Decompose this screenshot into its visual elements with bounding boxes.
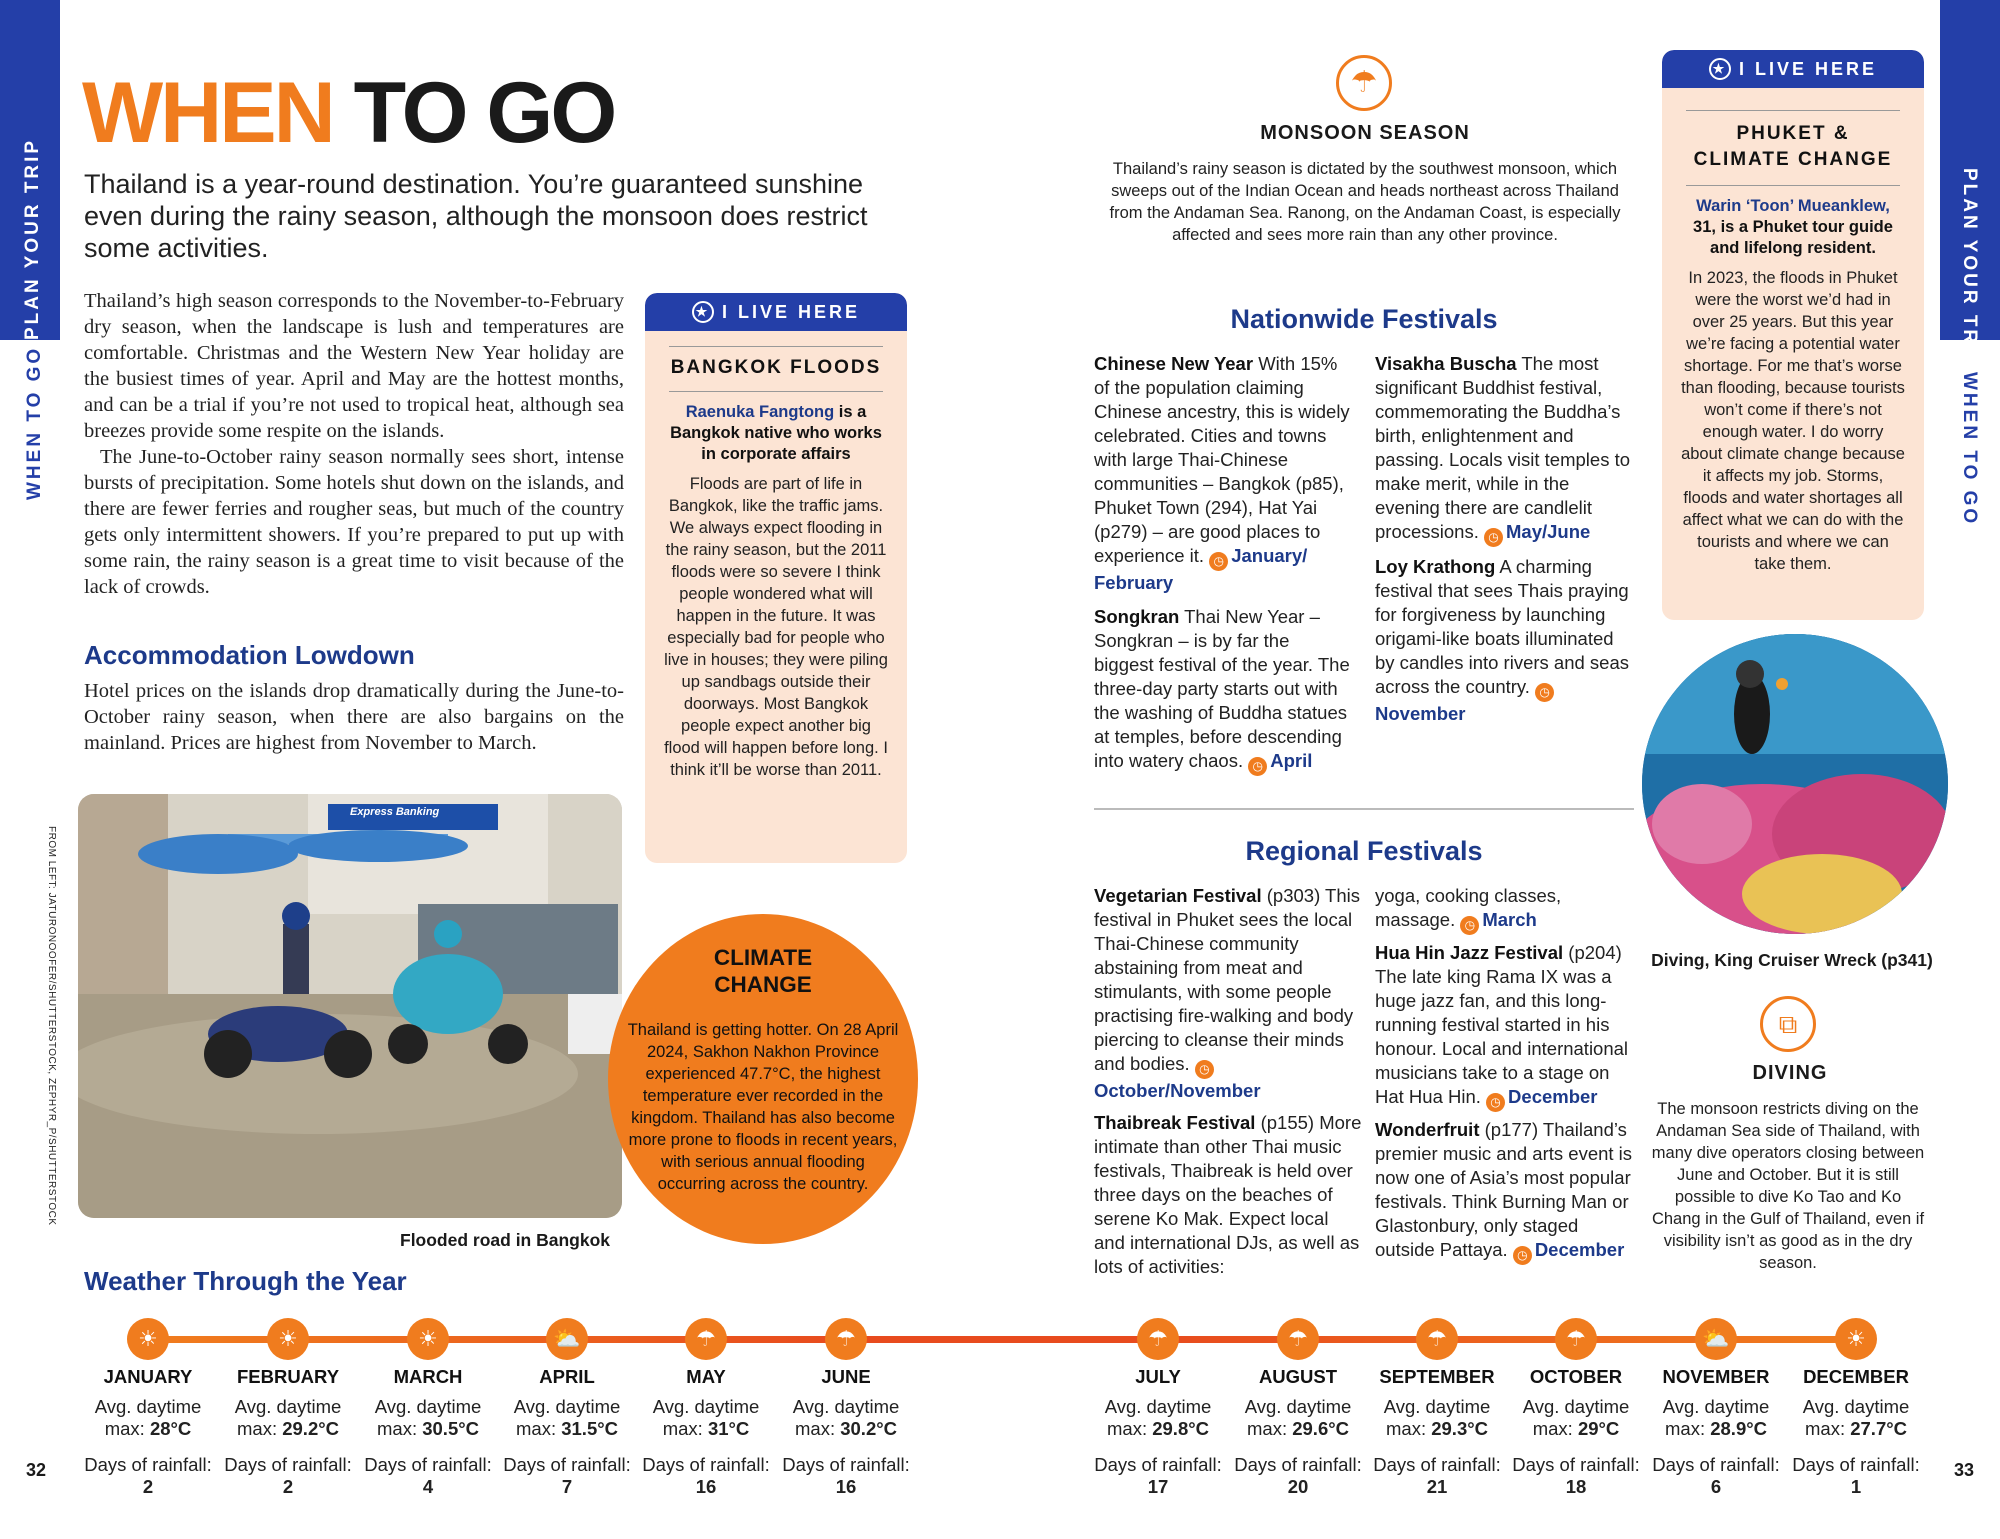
rain-days-value: 20 bbox=[1287, 1476, 1309, 1497]
calendar-icon: ◷ bbox=[1209, 552, 1228, 571]
diving-photo-caption: Diving, King Cruiser Wreck (p341) bbox=[1651, 950, 1933, 970]
body-paragraph-2: The June-to-October rainy season normally sees short, intense bursts of precipitation. Some hotels shut down on the islands, and there are fewer ferries and rougher seas, but much of the country gets only intermittent showers. If you’re prepared to put up with some rain, the rainy season is a great time to visit because of the lack of crowds. bbox=[84, 446, 624, 598]
month-name: JULY bbox=[1135, 1366, 1181, 1387]
rain-cloud-icon: ☂ bbox=[685, 1318, 727, 1360]
max-temp bbox=[1651, 1396, 1781, 1440]
festival-desc: The most significant Buddhist festival, commemorating the Buddha’s birth, enlightenment and passing. Locals visit temples to make merit, while in the evening there are candlelit processions. bbox=[1375, 353, 1631, 542]
rain-days bbox=[1093, 1454, 1223, 1498]
max-temp bbox=[1233, 1396, 1363, 1440]
festival-name: Hua Hin Jazz Festival bbox=[1375, 942, 1564, 963]
calendar-icon: ◷ bbox=[1195, 1060, 1214, 1079]
phuket-resident-desc: 31, is a Phuket tour guide and lifelong resident. bbox=[1693, 218, 1893, 257]
phuket-box-header-label: I LIVE HERE bbox=[1738, 58, 1878, 79]
rain-days-label: Days of rainfall: bbox=[224, 1454, 352, 1475]
phuket-box-quote: In 2023, the floods in Phuket were the worst we’d had in over 25 years. But this year we’re facing a potential water shortage. For me that’s worse than flooding, because tourists won’t come if there’s not enough water. I do worry about climate change because it affects my job. Storms, floods and water shortages all affect what we can do with the tourists and where we can take them. bbox=[1681, 269, 1905, 573]
diving-title: DIVING bbox=[1752, 1062, 1828, 1084]
rain-days bbox=[363, 1454, 493, 1498]
month-name: JANUARY bbox=[103, 1366, 193, 1387]
flood-photo bbox=[78, 794, 622, 1218]
bangkok-resident-name: Raenuka Fangtong bbox=[685, 403, 835, 421]
calendar-icon: ◷ bbox=[1486, 1093, 1505, 1112]
month-march bbox=[363, 1366, 493, 1498]
rain-days-value: 18 bbox=[1565, 1476, 1587, 1497]
regional-col-1 bbox=[1094, 884, 1364, 1279]
max-temp-label: Avg. daytime max: bbox=[1104, 1396, 1212, 1439]
rain-days bbox=[502, 1454, 632, 1498]
festivals-divider bbox=[1094, 808, 1634, 810]
phuket-box-subtitle bbox=[1684, 196, 1902, 259]
festival-page-ref: (p177) bbox=[1479, 1119, 1539, 1140]
month-may bbox=[641, 1366, 771, 1498]
max-temp bbox=[1511, 1396, 1641, 1440]
festival-date: November bbox=[1375, 703, 1466, 724]
diving-photo-illustration bbox=[1642, 634, 1948, 934]
festival-desc: With 15% of the population claiming Chinese ancestry, this is widely celebrated. Cities and towns with large Thai-Chinese communities – Bangkok (p85), Phuket Town (294), Hat Yai (p279) – are good places to experience it. bbox=[1094, 353, 1350, 566]
calendar-icon: ◷ bbox=[1460, 916, 1479, 935]
festival-vegetarian bbox=[1094, 884, 1364, 1103]
climate-change-text: Thailand is getting hotter. On 28 April 2024, Sakhon Nakhon Province experienced 47.7°C, the highest temperature ever recorded in the kingdom. Thailand has also become more prone to floods in recent years, with serious annual flooding occurring across the country. bbox=[627, 1021, 899, 1193]
max-temp-label: Avg. daytime max: bbox=[374, 1396, 482, 1439]
rain-days bbox=[1372, 1454, 1502, 1498]
page-title bbox=[82, 65, 615, 161]
month-name: JUNE bbox=[821, 1366, 871, 1387]
regional-festivals-heading: Regional Festivals bbox=[1245, 836, 1483, 866]
month-name: OCTOBER bbox=[1529, 1366, 1623, 1387]
bangkok-box-header-label: I LIVE HERE bbox=[721, 301, 861, 322]
rain-days-value: 16 bbox=[835, 1476, 857, 1497]
calendar-icon: ◷ bbox=[1484, 528, 1503, 547]
max-temp-value: 29.3°C bbox=[1431, 1418, 1488, 1439]
max-temp-value: 28.9°C bbox=[1710, 1418, 1767, 1439]
rain-days bbox=[1791, 1454, 1921, 1498]
festival-date: December bbox=[1508, 1086, 1598, 1107]
max-temp-value: 30.2°C bbox=[840, 1418, 897, 1439]
accommodation-heading: Accommodation Lowdown bbox=[84, 640, 415, 670]
calendar-icon: ◷ bbox=[1513, 1246, 1532, 1265]
festival-chinese-new-year bbox=[1094, 352, 1354, 595]
festival-desc: yoga, cooking classes, massage. bbox=[1375, 885, 1562, 930]
festival-date: April bbox=[1270, 750, 1313, 771]
climate-change-circle bbox=[608, 914, 918, 1244]
month-february bbox=[223, 1366, 353, 1498]
bangkok-box-subtitle bbox=[667, 402, 885, 465]
month-june bbox=[781, 1366, 911, 1498]
month-november bbox=[1651, 1366, 1781, 1498]
regional-col-2 bbox=[1375, 884, 1637, 1265]
month-september bbox=[1372, 1366, 1502, 1498]
photo-sign-text: Express Banking bbox=[350, 806, 440, 818]
star-badge-icon: ★ bbox=[1709, 58, 1731, 80]
max-temp bbox=[1093, 1396, 1223, 1440]
month-name: DECEMBER bbox=[1803, 1366, 1909, 1387]
festival-page-ref: (p303) bbox=[1261, 885, 1321, 906]
dive-fins-icon: ⧉ bbox=[1760, 996, 1816, 1052]
festival-desc: A charming festival that sees Thais praying for forgiveness by launching origami-like boats illuminated by candles into rivers and seas across the country. bbox=[1375, 556, 1629, 697]
month-name: FEBRUARY bbox=[236, 1366, 340, 1387]
weather-heading: Weather Through the Year bbox=[84, 1266, 407, 1296]
diving-text: The monsoon restricts diving on the Andaman Sea side of Thailand, with many dive operators closing between June and October. But it is still possible to dive Ko Tao and Ko Chang in the Gulf of Thailand, even if visibility isn’t as good as in the dry season. bbox=[1651, 1100, 1925, 1272]
photo-credit: FROM LEFT: JATURONOOFER/SHUTTERSTOCK, ZEPHYR_P/SHUTTERSTOCK bbox=[46, 826, 57, 1226]
rain-days bbox=[781, 1454, 911, 1498]
max-temp-value: 28°C bbox=[149, 1418, 192, 1439]
festival-thaibreak bbox=[1094, 1111, 1364, 1279]
festival-wonderfruit bbox=[1375, 1118, 1637, 1265]
month-december bbox=[1791, 1366, 1921, 1498]
rain-days-value: 6 bbox=[1710, 1476, 1722, 1497]
bangkok-box-header bbox=[645, 293, 907, 331]
max-temp-label: Avg. daytime max: bbox=[1244, 1396, 1352, 1439]
festival-date: March bbox=[1482, 909, 1537, 930]
festival-name: Vegetarian Festival bbox=[1094, 885, 1262, 906]
rain-cloud-icon: ☂ bbox=[825, 1318, 867, 1360]
rain-cloud-icon: ☂ bbox=[1137, 1318, 1179, 1360]
festival-date: May/June bbox=[1506, 521, 1591, 542]
rain-days-label: Days of rainfall: bbox=[782, 1454, 910, 1475]
month-april bbox=[502, 1366, 632, 1498]
festival-page-ref: (p204) bbox=[1563, 942, 1622, 963]
rain-days-label: Days of rainfall: bbox=[503, 1454, 631, 1475]
sun-icon: ☀ bbox=[407, 1318, 449, 1360]
calendar-icon: ◷ bbox=[1248, 757, 1267, 776]
max-temp-label: Avg. daytime max: bbox=[513, 1396, 621, 1439]
body-paragraph-1: Thailand’s high season corresponds to the November-to-February dry season, when the landscape is lush and temperatures are comfortable. Christmas and the Western New Year holiday are the busiest times of year. April and May are the hottest months, and can be a trial if you’re not used to tropical heat, although sea breezes provide some respite on the islands. bbox=[84, 290, 624, 442]
festival-desc: Thailand’s premier music and arts event is now one of Asia’s most popular festivals. Think Burning Man or Glastonbury, only staged outside Pattaya. bbox=[1375, 1119, 1633, 1260]
max-temp-value: 29.8°C bbox=[1152, 1418, 1209, 1439]
star-badge-icon: ★ bbox=[692, 301, 714, 323]
rain-days bbox=[223, 1454, 353, 1498]
rain-cloud-icon: ☂ bbox=[1416, 1318, 1458, 1360]
nationwide-festivals-heading: Nationwide Festivals bbox=[1230, 304, 1498, 334]
rain-days-value: 17 bbox=[1147, 1476, 1169, 1497]
phuket-box bbox=[1662, 50, 1924, 620]
festival-desc: The late king Rama IX was a huge jazz fan, and this long-running festival started in his honour. Local and international musicians take to a stage on Hat Hua Hin. bbox=[1375, 966, 1629, 1107]
sun-icon: ☀ bbox=[127, 1318, 169, 1360]
festival-thaibreak-continued bbox=[1375, 884, 1637, 935]
sun-icon: ☀ bbox=[267, 1318, 309, 1360]
rain-days-value: 1 bbox=[1850, 1476, 1862, 1497]
rain-days-label: Days of rainfall: bbox=[364, 1454, 492, 1475]
festival-date: October/November bbox=[1094, 1080, 1261, 1101]
max-temp-value: 31.5°C bbox=[561, 1418, 618, 1439]
month-name: NOVEMBER bbox=[1662, 1366, 1770, 1387]
body-text bbox=[84, 288, 624, 600]
diving-photo bbox=[1642, 634, 1948, 934]
rain-days-label: Days of rainfall: bbox=[1234, 1454, 1362, 1475]
rain-days-label: Days of rainfall: bbox=[642, 1454, 770, 1475]
month-august bbox=[1233, 1366, 1363, 1498]
monsoon-title: MONSOON SEASON bbox=[1260, 122, 1470, 144]
weather-timeline-middle bbox=[848, 1336, 1178, 1343]
rain-days-label: Days of rainfall: bbox=[1652, 1454, 1780, 1475]
month-july bbox=[1093, 1366, 1223, 1498]
max-temp-value: 27.7°C bbox=[1850, 1418, 1907, 1439]
festival-name: Wonderfruit bbox=[1375, 1119, 1480, 1140]
nationwide-col-1 bbox=[1094, 352, 1354, 776]
rain-days-label: Days of rainfall: bbox=[1373, 1454, 1501, 1475]
right-tab-when-label: WHEN TO GO bbox=[1959, 372, 1980, 527]
festival-date: January/ February bbox=[1094, 545, 1308, 593]
max-temp bbox=[502, 1396, 632, 1440]
left-tab-plan-label: PLAN YOUR TRIP bbox=[22, 137, 43, 340]
max-temp-label: Avg. daytime max: bbox=[1522, 1396, 1630, 1439]
left-tab-when-label: WHEN TO GO bbox=[24, 345, 45, 500]
max-temp bbox=[1791, 1396, 1921, 1440]
intro-text: Thailand is a year-round destination. You’re guaranteed sunshine even during the rainy season, although the monsoon does restrict some activities. bbox=[84, 169, 868, 263]
rain-days-value: 21 bbox=[1426, 1476, 1448, 1497]
title-to-go: TO GO bbox=[353, 65, 615, 161]
month-name: MARCH bbox=[393, 1366, 463, 1387]
rain-days-value: 7 bbox=[561, 1476, 573, 1497]
max-temp bbox=[781, 1396, 911, 1440]
festival-desc: More intimate than other Thai music festivals, Thaibreak is held over three days on the beaches of serene Ko Mak. Expect local and international DJs, as well as lots of activities: bbox=[1094, 1112, 1362, 1277]
festival-name: Loy Krathong bbox=[1375, 556, 1496, 577]
month-october bbox=[1511, 1366, 1641, 1498]
phuket-box-title: PHUKET & CLIMATE CHANGE bbox=[1693, 123, 1893, 170]
max-temp-value: 29.6°C bbox=[1292, 1418, 1349, 1439]
month-january bbox=[83, 1366, 213, 1498]
max-temp bbox=[363, 1396, 493, 1440]
flood-photo-caption: Flooded road in Bangkok bbox=[400, 1230, 611, 1250]
month-name: AUGUST bbox=[1258, 1366, 1338, 1387]
max-temp-value: 31°C bbox=[707, 1418, 750, 1439]
rain-days bbox=[1233, 1454, 1363, 1498]
festival-date: December bbox=[1534, 1239, 1625, 1260]
festival-hua-hin-jazz bbox=[1375, 941, 1637, 1112]
right-tab-plan-label: PLAN YOUR TRIP bbox=[1959, 168, 1980, 371]
title-when: WHEN bbox=[82, 65, 333, 161]
rain-days-value: 2 bbox=[282, 1476, 294, 1497]
flood-photo-illustration bbox=[78, 794, 622, 1218]
rain-days-value: 16 bbox=[695, 1476, 717, 1497]
rain-days bbox=[641, 1454, 771, 1498]
festival-name: Chinese New Year bbox=[1094, 353, 1254, 374]
sun-cloud-icon: ⛅ bbox=[546, 1318, 588, 1360]
festival-name: Thaibreak Festival bbox=[1094, 1112, 1256, 1133]
rain-days-value: 2 bbox=[142, 1476, 154, 1497]
monsoon-text: Thailand’s rainy season is dictated by the southwest monsoon, which sweeps out of the Indian Ocean and heads northeast across Thailand from the Andaman Sea. Ranong, on the Andaman Coast, is especially affected and sees more rain than any other province. bbox=[1109, 160, 1621, 244]
nationwide-col-2 bbox=[1375, 352, 1635, 726]
month-name: MAY bbox=[686, 1366, 726, 1387]
bangkok-floods-box bbox=[645, 293, 907, 863]
weather-timeline-left bbox=[158, 1336, 848, 1343]
month-name: APRIL bbox=[539, 1366, 595, 1387]
max-temp bbox=[1372, 1396, 1502, 1440]
rain-days-label: Days of rainfall: bbox=[1512, 1454, 1640, 1475]
festival-loy-krathong bbox=[1375, 555, 1635, 726]
sun-cloud-icon: ⛅ bbox=[1695, 1318, 1737, 1360]
rain-days-value: 4 bbox=[422, 1476, 434, 1497]
rain-days bbox=[83, 1454, 213, 1498]
festival-desc: Thai New Year – Songkran – is by far the biggest festival of the year. The three-day party starts out with the washing of Buddha statues at temples, before descending into watery chaos. bbox=[1094, 606, 1350, 771]
max-temp-label: Avg. daytime max: bbox=[1383, 1396, 1491, 1439]
phuket-resident-name: Warin ‘Toon’ Mueanklew, bbox=[1696, 197, 1890, 215]
bangkok-box-quote: Floods are part of life in Bangkok, like the traffic jams. We always expect flooding in the rainy season, but the 2011 floods were so severe I think people wondered what will happen in the future. It was especially bad for people who live in houses; they were piling up sandbags outside their doorways. Most Bangkok people expect another big flood will happen before long. I think it’ll be worse than 2011. bbox=[664, 475, 888, 779]
sun-icon: ☀ bbox=[1835, 1318, 1877, 1360]
rain-days-label: Days of rainfall: bbox=[1792, 1454, 1920, 1475]
page-number-left: 32 bbox=[26, 1460, 47, 1480]
rain-days-label: Days of rainfall: bbox=[1094, 1454, 1222, 1475]
rain-days bbox=[1511, 1454, 1641, 1498]
climate-change-title: CLIMATE CHANGE bbox=[713, 945, 813, 997]
rain-cloud-icon: ☂ bbox=[1277, 1318, 1319, 1360]
phuket-box-header bbox=[1662, 50, 1924, 88]
max-temp-value: 29°C bbox=[1577, 1418, 1620, 1439]
umbrella-icon: ☂ bbox=[1336, 55, 1392, 111]
max-temp-value: 30.5°C bbox=[422, 1418, 479, 1439]
festival-desc: This festival in Phuket sees the local Thai-Chinese community abstaining from meat and stimulants, with some people practising fire-walking and body piercing to cleanse their minds and bodies. bbox=[1094, 885, 1361, 1074]
festival-name: Songkran bbox=[1094, 606, 1180, 627]
max-temp bbox=[83, 1396, 213, 1440]
rain-days bbox=[1651, 1454, 1781, 1498]
max-temp-value: 29.2°C bbox=[282, 1418, 339, 1439]
bangkok-resident-desc: is a Bangkok native who works in corporate affairs bbox=[670, 403, 882, 463]
festival-visakha-buscha bbox=[1375, 352, 1635, 547]
weather-timeline-right bbox=[1158, 1336, 1858, 1343]
max-temp-label: Avg. daytime max: bbox=[234, 1396, 342, 1439]
max-temp-label: Avg. daytime max: bbox=[652, 1396, 760, 1439]
max-temp bbox=[223, 1396, 353, 1440]
rain-cloud-icon: ☂ bbox=[1555, 1318, 1597, 1360]
month-name: SEPTEMBER bbox=[1379, 1366, 1495, 1387]
bangkok-box-title: BANGKOK FLOODS bbox=[670, 357, 882, 378]
page-number-right: 33 bbox=[1954, 1460, 1975, 1480]
festival-songkran bbox=[1094, 605, 1354, 776]
accommodation-text: Hotel prices on the islands drop dramatically during the June-to-October rainy season, when there are also bargains on the mainland. Prices are highest from November to March. bbox=[84, 680, 624, 754]
festival-name: Visakha Buscha bbox=[1375, 353, 1517, 374]
max-temp-label: Avg. daytime max: bbox=[1802, 1396, 1910, 1439]
max-temp-label: Avg. daytime max: bbox=[94, 1396, 202, 1439]
festival-page-ref: (p155) bbox=[1255, 1112, 1315, 1133]
max-temp-label: Avg. daytime max: bbox=[1662, 1396, 1770, 1439]
rain-days-label: Days of rainfall: bbox=[84, 1454, 212, 1475]
max-temp-label: Avg. daytime max: bbox=[792, 1396, 900, 1439]
max-temp bbox=[641, 1396, 771, 1440]
calendar-icon: ◷ bbox=[1535, 683, 1554, 702]
